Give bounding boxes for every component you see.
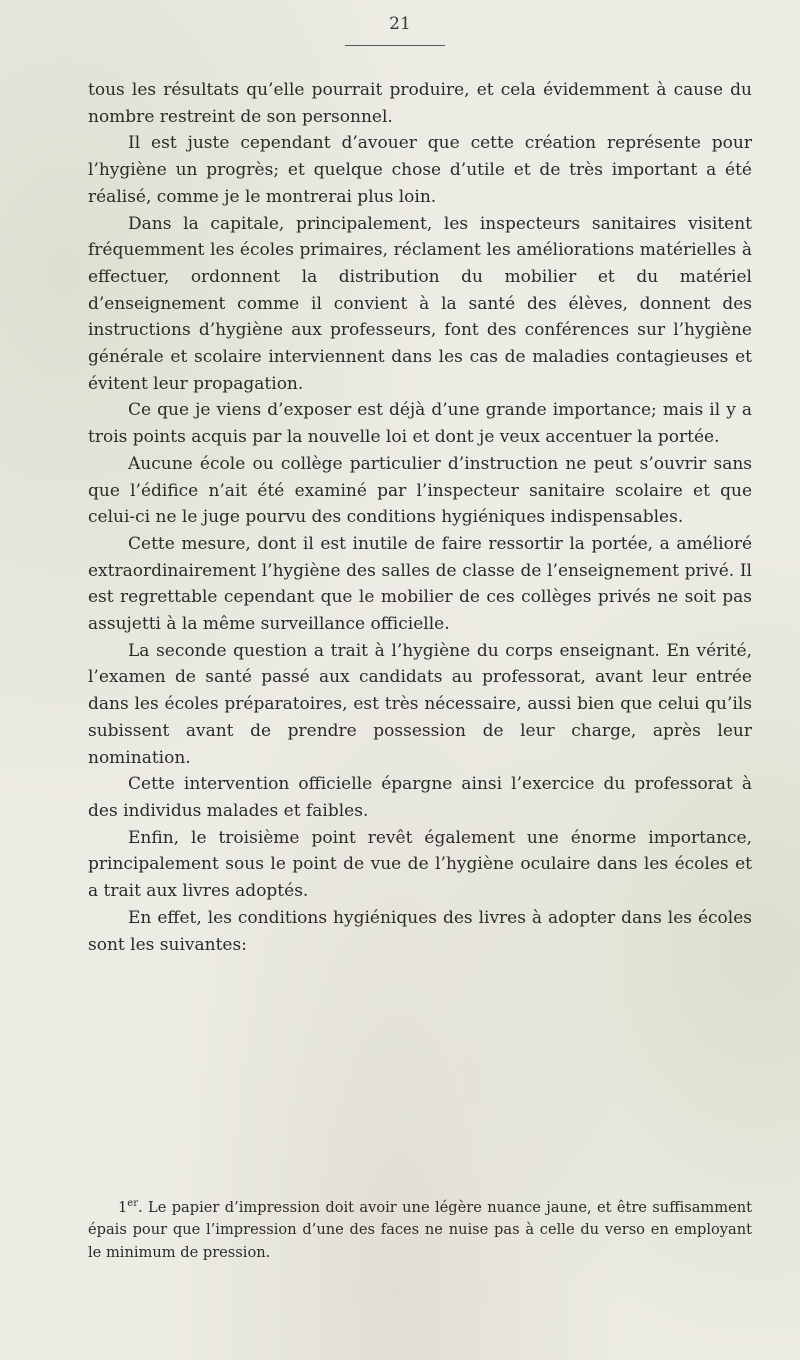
page-number: 21 [389,14,411,34]
header-rule [345,45,445,46]
paragraph: Cette mesure, dont il est inutile de faire ressortir la portée, a amélioré extraordinairement l’hygiène des salles de classe de l’enseignement privé. Il est regrettable cependant que le mobilier de ces collèges privés ne soit pas assujetti à la même surveillance officielle. [88,533,752,635]
paragraph: Ce que je viens d’exposer est déjà d’une grande importance; mais il y a trois points acquis par la nouvelle loi et dont je veux accentuer la portée. [88,400,752,448]
paragraph: Aucune école ou collège particulier d’instruction ne peut s’ouvrir sans que l’édifice n’ait été examiné par l’inspecteur sanitaire scolaire et que celui-ci ne le juge pourvu des conditions hygiéniques indispensables. [88,453,752,528]
footnote-text: . Le papier d’impression doit avoir une légère nuance jaune, et être suffisamment épais pour que l’impression d’une des faces ne nuise pas à celle du verso en employant le minimum de pression. [88,1198,752,1261]
paragraph: En effet, les conditions hygiéniques des livres à adopter dans les écoles sont les suivantes: [88,907,752,955]
paragraph: Cette intervention officielle épargne ainsi l’exercice du professorat à des individus malades et faibles. [88,774,752,821]
body-text [88,77,752,958]
footnote [88,1193,752,1264]
footnote-number: 1er [118,1198,138,1216]
paragraph: tous les résultats qu’elle pourrait produire, et cela évidemment à cause du nombre restreint de son personnel. [88,80,752,127]
paragraph: La seconde question a trait à l’hygiène du corps enseignant. En vérité, l’examen de santé passé aux candidats au professorat, avant leur entrée dans les écoles préparatoires, est très nécessaire, aussi bien que celui qu’ils subissent avant de prendre possession de leur charge, après leur nomination. [88,640,752,768]
paragraph: Il est juste cependant d’avouer que cette création représente pour l’hygiène un progrès; et quelque chose d’utile et de très important a été réalisé, comme je le montrerai plus loin. [88,133,752,207]
paragraph: Enfin, le troisième point revêt également une énorme importance, principalement sous le point de vue de l’hygiène oculaire dans les écoles et a trait aux livres adoptés. [88,827,752,902]
paragraph: Dans la capitale, principalement, les inspecteurs sanitaires visitent fréquemment les écoles primaires, réclament les améliorations matérielles à effectuer, ordonnent la distribution du mobilier et du matériel d’enseignement comme il convient à la santé des élèves, donnent des instructions d’hygiène aux professeurs, font des conférences sur l’hygiène générale et scolaire interviennent dans les cas de maladies contagieuses et évitent leur propagation. [88,213,752,394]
